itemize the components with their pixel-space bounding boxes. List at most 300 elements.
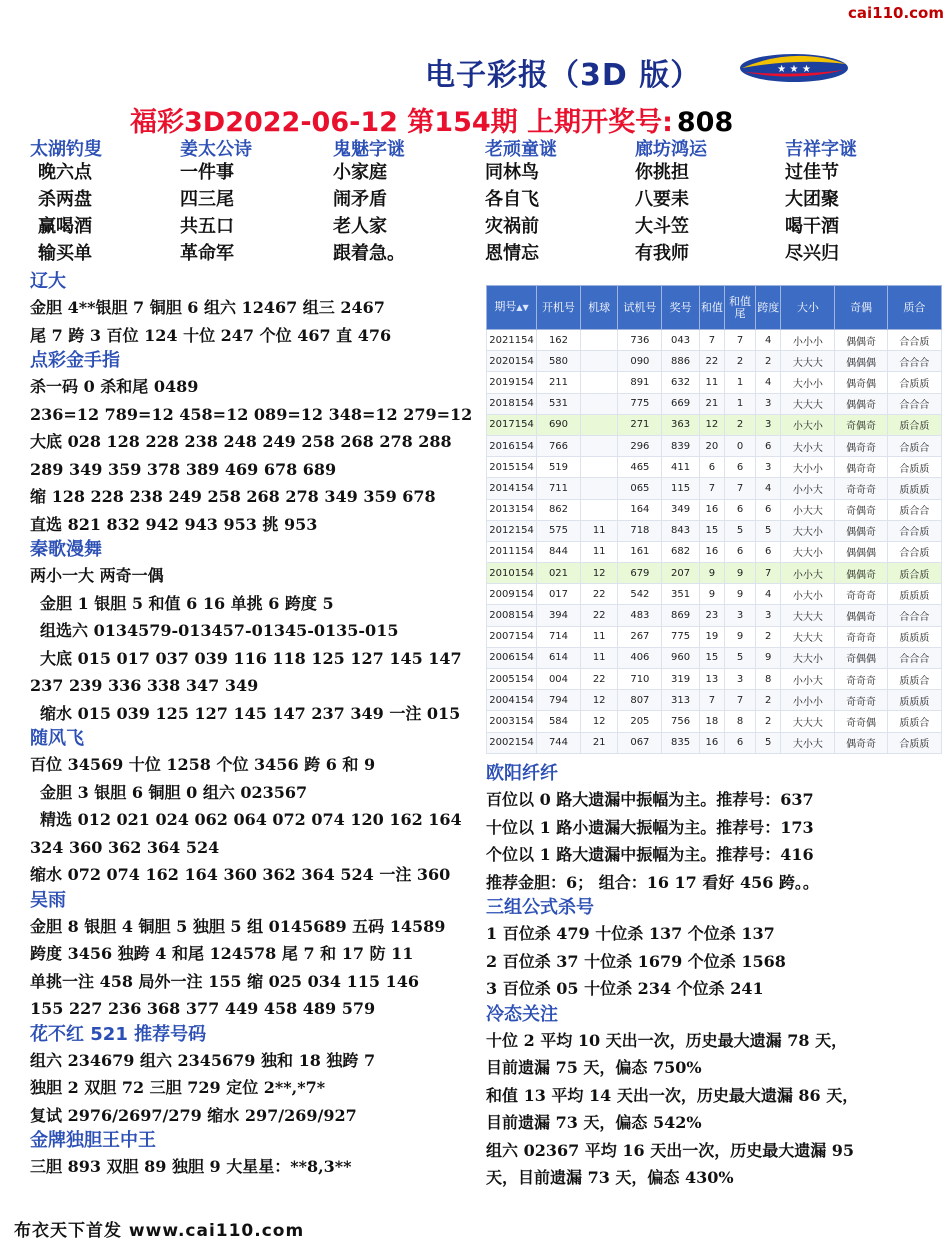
svg-text:★ ★ ★: ★ ★ ★ — [777, 64, 811, 75]
table-cell: 886 — [662, 351, 700, 372]
table-cell: 394 — [537, 605, 581, 626]
table-cell: 22 — [580, 584, 618, 605]
table-cell: 质合合 — [887, 499, 941, 520]
table-row — [487, 414, 942, 435]
prediction-line: 个位以 1 路大遗漏中振幅为主。推荐号：416 — [486, 845, 814, 864]
prediction-line: 金胆 4**银胆 7 铜胆 6 组六 12467 组三 2467 — [30, 298, 385, 317]
table-header-cell: 试机号 — [618, 286, 662, 330]
table-cell — [580, 457, 618, 478]
table-cell: 21 — [580, 732, 618, 753]
table-row — [487, 732, 942, 753]
table-cell: 2016154 — [487, 435, 537, 456]
table-row — [487, 605, 942, 626]
table-cell: 519 — [537, 457, 581, 478]
table-row — [487, 711, 942, 732]
table-cell: 小小大 — [781, 669, 835, 690]
riddle-item: 尽兴归 — [785, 243, 839, 264]
table-cell: 质质合 — [887, 711, 941, 732]
prediction-line: 十位 2 平均 10 天出一次，历史最大遗漏 78 天， — [486, 1030, 848, 1050]
riddle-title: 廊坊鸿运 — [635, 139, 707, 160]
table-cell: 207 — [662, 563, 700, 584]
table-row — [487, 647, 942, 668]
riddle-item: 你挑担 — [635, 162, 689, 183]
table-cell: 775 — [662, 626, 700, 647]
table-cell: 大大大 — [781, 605, 835, 626]
table-cell: 7 — [699, 330, 724, 351]
table-cell: 296 — [618, 435, 662, 456]
table-cell: 690 — [537, 414, 581, 435]
section-title: 吴雨 — [30, 889, 66, 911]
table-cell: 406 — [618, 647, 662, 668]
table-cell: 718 — [618, 520, 662, 541]
table-row — [487, 520, 942, 541]
history-table-wrap — [486, 285, 942, 754]
table-header-cell: 大小 — [781, 286, 835, 330]
table-cell: 2021154 — [487, 330, 537, 351]
table-cell: 115 — [662, 478, 700, 499]
table-cell: 偶偶奇 — [835, 520, 887, 541]
table-header-cell: 奖号 — [662, 286, 700, 330]
table-cell: 奇偶偶 — [835, 647, 887, 668]
table-cell: 575 — [537, 520, 581, 541]
table-cell: 合质质 — [887, 372, 941, 393]
table-cell: 162 — [537, 330, 581, 351]
table-cell: 6 — [724, 541, 755, 562]
table-cell: 质质质 — [887, 690, 941, 711]
section-title: 欧阳纤纤 — [486, 763, 558, 784]
table-cell: 021 — [537, 563, 581, 584]
table-cell: 8 — [724, 711, 755, 732]
table-cell: 6 — [724, 499, 755, 520]
table-cell: 2020154 — [487, 351, 537, 372]
prediction-line: 324 360 362 364 524 — [30, 837, 220, 857]
table-cell: 351 — [662, 584, 700, 605]
riddle-title: 太湖钓叟 — [30, 139, 102, 160]
table-cell: 15 — [699, 647, 724, 668]
table-cell: 004 — [537, 669, 581, 690]
table-row — [487, 435, 942, 456]
table-cell: 891 — [618, 372, 662, 393]
history-table — [486, 285, 942, 754]
riddle-item: 杀两盘 — [38, 189, 92, 210]
table-cell: 合质质 — [887, 732, 941, 753]
table-cell: 2015154 — [487, 457, 537, 478]
table-cell: 835 — [662, 732, 700, 753]
table-cell: 839 — [662, 435, 700, 456]
riddle-item: 过佳节 — [785, 162, 839, 183]
table-row — [487, 351, 942, 372]
table-cell: 13 — [699, 669, 724, 690]
table-cell: 7 — [724, 478, 755, 499]
table-cell: 843 — [662, 520, 700, 541]
table-cell: 大小小 — [781, 457, 835, 478]
table-cell: 合合质 — [887, 330, 941, 351]
table-cell: 2019154 — [487, 372, 537, 393]
table-cell: 682 — [662, 541, 700, 562]
table-cell: 7 — [699, 478, 724, 499]
table-cell: 23 — [699, 605, 724, 626]
table-cell: 2011154 — [487, 541, 537, 562]
table-cell: 9 — [724, 626, 755, 647]
table-cell: 小大小 — [781, 414, 835, 435]
riddle-item: 赢喝酒 — [38, 216, 92, 237]
table-header-cell[interactable]: 期号▲▼ — [487, 286, 537, 330]
table-cell: 465 — [618, 457, 662, 478]
section-title: 点彩金手指 — [30, 350, 120, 371]
prediction-line: 百位以 0 路大遗漏中振幅为主。推荐号：637 — [486, 790, 814, 809]
table-cell: 合合合 — [887, 351, 941, 372]
table-row — [487, 330, 942, 351]
table-cell: 869 — [662, 605, 700, 626]
table-cell: 偶偶奇 — [835, 605, 887, 626]
table-header-cell: 开机号 — [537, 286, 581, 330]
table-cell: 11 — [580, 541, 618, 562]
riddle-item: 共五口 — [180, 216, 234, 237]
prediction-line: 289 349 359 378 389 469 678 689 — [30, 459, 337, 479]
prediction-line: 推荐金胆：6； 组合：16 17 看好 456 跨。。 — [486, 872, 819, 892]
table-cell: 3 — [756, 393, 781, 414]
table-cell: 319 — [662, 669, 700, 690]
table-cell: 4 — [756, 584, 781, 605]
table-cell: 11 — [580, 626, 618, 647]
table-cell: 质质质 — [887, 478, 941, 499]
table-cell: 2 — [756, 351, 781, 372]
table-cell — [580, 414, 618, 435]
prediction-line: 缩 128 228 238 249 258 268 278 349 359 678 — [30, 487, 436, 506]
table-cell: 质质质 — [887, 584, 941, 605]
table-cell: 小小小 — [781, 690, 835, 711]
table-cell: 2017154 — [487, 414, 537, 435]
table-header-cell: 质合 — [887, 286, 941, 330]
riddle-column — [180, 135, 330, 267]
riddle-title: 吉祥字谜 — [785, 139, 857, 160]
riddle-item: 八要耒 — [635, 189, 689, 210]
table-cell: 2012154 — [487, 520, 537, 541]
table-row — [487, 478, 942, 499]
prediction-line: 金胆 3 银胆 6 铜胆 0 组六 023567 — [40, 782, 308, 802]
riddle-item: 跟着急。 — [333, 243, 405, 264]
table-header-cell: 奇偶 — [835, 286, 887, 330]
table-cell: 大大大 — [781, 351, 835, 372]
section-title: 金牌独胆王中王 — [30, 1130, 156, 1151]
table-cell: 313 — [662, 690, 700, 711]
riddle-item: 老人家 — [333, 216, 387, 237]
riddle-item: 小家庭 — [333, 162, 387, 183]
table-cell: 小小大 — [781, 478, 835, 499]
prediction-line: 直选 821 832 942 943 953 挑 953 — [30, 514, 318, 534]
section-title: 秦歌漫舞 — [30, 539, 102, 560]
table-cell: 3 — [756, 414, 781, 435]
riddle-title: 鬼魅字谜 — [333, 139, 405, 160]
table-cell: 363 — [662, 414, 700, 435]
table-cell: 164 — [618, 499, 662, 520]
table-cell: 大小小 — [781, 372, 835, 393]
section-title: 辽大 — [30, 271, 66, 292]
table-cell: 017 — [537, 584, 581, 605]
prediction-line: 大底 015 017 037 039 116 118 125 127 145 147 — [40, 648, 462, 668]
table-cell: 2 — [724, 414, 755, 435]
table-cell: 偶偶奇 — [835, 330, 887, 351]
riddle-item: 同林鸟 — [485, 162, 539, 183]
table-cell: 12 — [699, 414, 724, 435]
table-row — [487, 563, 942, 584]
table-cell: 043 — [662, 330, 700, 351]
riddle-title: 老顽童谜 — [485, 139, 557, 160]
table-cell: 偶偶奇 — [835, 393, 887, 414]
prediction-line: 大底 028 128 228 238 248 249 258 268 278 288 — [30, 432, 452, 451]
table-cell: 632 — [662, 372, 700, 393]
table-cell — [580, 499, 618, 520]
prediction-line: 尾 7 跨 3 百位 124 十位 247 个位 467 直 476 — [30, 325, 392, 345]
prediction-line: 天，目前遗漏 73 天，偏态 430% — [486, 1168, 734, 1187]
table-cell: 大小大 — [781, 732, 835, 753]
table-cell — [580, 330, 618, 351]
sort-arrows-icon[interactable]: ▲▼ — [516, 303, 529, 312]
table-cell: 6 — [756, 499, 781, 520]
table-cell: 2003154 — [487, 711, 537, 732]
table-row — [487, 372, 942, 393]
table-cell: 679 — [618, 563, 662, 584]
table-cell: 411 — [662, 457, 700, 478]
table-cell: 8 — [756, 669, 781, 690]
table-cell: 5 — [724, 647, 755, 668]
table-cell: 奇奇奇 — [835, 669, 887, 690]
table-cell: 偶奇偶 — [835, 372, 887, 393]
table-cell: 960 — [662, 647, 700, 668]
section-title: 随风飞 — [30, 728, 84, 749]
table-row — [487, 499, 942, 520]
table-cell: 奇奇奇 — [835, 478, 887, 499]
table-cell: 质质合 — [887, 669, 941, 690]
table-cell: 15 — [699, 520, 724, 541]
table-cell: 090 — [618, 351, 662, 372]
prediction-line: 十位以 1 路小遗漏大振幅为主。推荐号：173 — [486, 817, 814, 837]
section-title: 三组公式杀号 — [486, 897, 594, 918]
table-cell: 质合质 — [887, 414, 941, 435]
table-cell: 3 — [756, 457, 781, 478]
prediction-line: 精选 012 021 024 062 064 072 074 120 162 164 — [40, 810, 462, 829]
table-cell: 偶偶偶 — [835, 351, 887, 372]
riddle-item: 喝干酒 — [785, 216, 839, 237]
table-row — [487, 690, 942, 711]
riddle-item: 灾祸前 — [485, 216, 539, 237]
riddle-column — [785, 135, 935, 267]
prediction-line: 跨度 3456 独跨 4 和尾 124578 尾 7 和 17 防 11 — [30, 944, 414, 963]
table-cell: 7 — [756, 563, 781, 584]
table-cell: 349 — [662, 499, 700, 520]
table-cell: 22 — [580, 605, 618, 626]
table-cell: 质合质 — [887, 563, 941, 584]
table-cell: 736 — [618, 330, 662, 351]
riddle-column — [333, 135, 483, 267]
issue-line — [130, 100, 733, 139]
table-cell: 531 — [537, 393, 581, 414]
table-cell — [580, 393, 618, 414]
table-cell: 2009154 — [487, 584, 537, 605]
prediction-line: 三胆 893 双胆 89 独胆 9 大星星：**8,3** — [30, 1157, 352, 1176]
footer: 布衣天下首发 www.cai110.com — [14, 1221, 305, 1241]
table-cell: 18 — [699, 711, 724, 732]
table-cell: 小小大 — [781, 563, 835, 584]
prediction-line: 金胆 8 银胆 4 铜胆 5 独胆 5 组 0145689 五码 14589 — [30, 916, 446, 936]
prediction-line: 237 239 336 338 347 349 — [30, 676, 259, 695]
table-cell: 2010154 — [487, 563, 537, 584]
prediction-line: 杀一码 0 杀和尾 0489 — [30, 377, 199, 396]
table-cell: 5 — [724, 520, 755, 541]
prediction-line: 236=12 789=12 458=12 089=12 348=12 279=12 — [30, 404, 473, 424]
table-cell: 2013154 — [487, 499, 537, 520]
table-cell: 2007154 — [487, 626, 537, 647]
table-cell: 奇奇奇 — [835, 584, 887, 605]
table-cell: 714 — [537, 626, 581, 647]
table-cell: 067 — [618, 732, 662, 753]
table-cell: 22 — [699, 351, 724, 372]
table-cell: 小大小 — [781, 584, 835, 605]
table-cell: 1 — [724, 372, 755, 393]
table-cell: 大大小 — [781, 520, 835, 541]
table-cell: 3 — [724, 605, 755, 626]
table-cell: 844 — [537, 541, 581, 562]
left-column — [30, 270, 475, 1181]
riddle-item: 各自飞 — [485, 189, 539, 210]
table-cell: 2005154 — [487, 669, 537, 690]
table-cell: 9 — [724, 563, 755, 584]
prediction-line: 目前遗漏 75 天，偏态 750% — [486, 1058, 702, 1077]
prediction-line: 独胆 2 双胆 72 三胆 729 定位 2**,*7* — [30, 1078, 326, 1097]
table-cell: 4 — [756, 478, 781, 499]
page-title: 电子彩报（3D 版） — [425, 58, 702, 93]
table-cell: 614 — [537, 647, 581, 668]
table-cell: 271 — [618, 414, 662, 435]
table-cell: 211 — [537, 372, 581, 393]
table-cell: 16 — [699, 499, 724, 520]
table-cell: 21 — [699, 393, 724, 414]
table-cell: 20 — [699, 435, 724, 456]
prediction-line: 组选六 0134579-013457-01345-0135-015 — [40, 621, 399, 640]
riddle-column — [635, 135, 785, 267]
table-cell: 794 — [537, 690, 581, 711]
table-cell: 6 — [724, 457, 755, 478]
table-row — [487, 669, 942, 690]
table-row — [487, 541, 942, 562]
table-cell: 267 — [618, 626, 662, 647]
table-cell: 9 — [699, 584, 724, 605]
riddle-item: 四三尾 — [180, 189, 234, 210]
table-cell: 16 — [699, 732, 724, 753]
last-draw-number: 808 — [676, 107, 734, 138]
table-cell: 小小小 — [781, 330, 835, 351]
prediction-line: 和值 13 平均 14 天出一次，历史最大遗漏 86 天， — [486, 1085, 859, 1105]
prediction-line: 1 百位杀 479 十位杀 137 个位杀 137 — [486, 924, 775, 943]
table-cell: 2004154 — [487, 690, 537, 711]
table-cell: 大小大 — [781, 435, 835, 456]
table-cell: 1 — [724, 393, 755, 414]
table-cell: 2 — [756, 711, 781, 732]
table-cell: 2 — [724, 351, 755, 372]
table-row — [487, 626, 942, 647]
table-cell: 合合合 — [887, 605, 941, 626]
table-cell: 9 — [756, 647, 781, 668]
riddle-item: 大团聚 — [785, 189, 839, 210]
prediction-line: 单挑一注 458 局外一注 155 缩 025 034 115 146 — [30, 971, 419, 991]
table-cell: 161 — [618, 541, 662, 562]
table-cell — [580, 372, 618, 393]
prediction-line: 3 百位杀 05 十位杀 234 个位杀 241 — [486, 979, 764, 998]
table-cell: 大大大 — [781, 626, 835, 647]
table-cell: 4 — [756, 330, 781, 351]
riddle-item: 大斗笠 — [635, 216, 689, 237]
table-cell: 2018154 — [487, 393, 537, 414]
table-cell: 合质合 — [887, 435, 941, 456]
table-cell: 065 — [618, 478, 662, 499]
table-cell: 大大大 — [781, 711, 835, 732]
table-cell: 大大大 — [781, 393, 835, 414]
table-cell: 11 — [580, 520, 618, 541]
prediction-line: 百位 34569 十位 1258 个位 3456 跨 6 和 9 — [30, 755, 376, 774]
riddle-item: 闹矛盾 — [333, 189, 387, 210]
right-column — [486, 762, 936, 1192]
site-url[interactable]: cai110.com — [848, 4, 944, 22]
riddle-column — [485, 135, 635, 267]
section-title: 冷态关注 — [486, 1003, 558, 1025]
table-cell: 580 — [537, 351, 581, 372]
table-cell: 483 — [618, 605, 662, 626]
table-cell: 奇奇偶 — [835, 711, 887, 732]
table-cell: 质质质 — [887, 626, 941, 647]
table-cell: 2 — [756, 626, 781, 647]
prediction-line: 复试 2976/2697/279 缩水 297/269/927 — [30, 1105, 357, 1125]
table-cell: 11 — [580, 647, 618, 668]
table-cell: 16 — [699, 541, 724, 562]
table-cell: 5 — [756, 520, 781, 541]
table-cell: 744 — [537, 732, 581, 753]
table-cell: 2014154 — [487, 478, 537, 499]
table-cell: 9 — [699, 563, 724, 584]
table-cell: 3 — [756, 605, 781, 626]
prediction-line: 目前遗漏 73 天，偏态 542% — [486, 1113, 702, 1132]
table-cell: 合合合 — [887, 393, 941, 414]
table-cell: 大大小 — [781, 541, 835, 562]
table-header-cell: 和值尾 — [724, 286, 755, 330]
table-cell: 6 — [724, 732, 755, 753]
table-cell — [580, 435, 618, 456]
table-cell: 12 — [580, 690, 618, 711]
table-cell: 766 — [537, 435, 581, 456]
prediction-line: 155 227 236 368 377 449 458 489 579 — [30, 999, 376, 1018]
table-cell: 合质质 — [887, 457, 941, 478]
riddle-column — [30, 135, 180, 267]
prediction-line: 金胆 1 银胆 5 和值 6 16 单挑 6 跨度 5 — [40, 593, 334, 613]
table-cell — [580, 351, 618, 372]
table-cell: 9 — [724, 584, 755, 605]
table-cell: 奇偶奇 — [835, 499, 887, 520]
table-cell: 大大小 — [781, 647, 835, 668]
table-cell: 偶奇奇 — [835, 457, 887, 478]
prediction-line: 组六 02367 平均 16 天出一次，历史最大遗漏 95 — [486, 1140, 855, 1160]
table-cell: 19 — [699, 626, 724, 647]
riddle-item: 晚六点 — [38, 162, 92, 183]
table-cell: 偶奇奇 — [835, 435, 887, 456]
table-cell: 12 — [580, 563, 618, 584]
table-row — [487, 584, 942, 605]
table-cell: 711 — [537, 478, 581, 499]
table-cell: 4 — [756, 372, 781, 393]
table-cell: 偶偶奇 — [835, 563, 887, 584]
riddle-item: 有我师 — [635, 243, 689, 264]
table-row — [487, 393, 942, 414]
table-cell: 584 — [537, 711, 581, 732]
table-cell: 7 — [699, 690, 724, 711]
